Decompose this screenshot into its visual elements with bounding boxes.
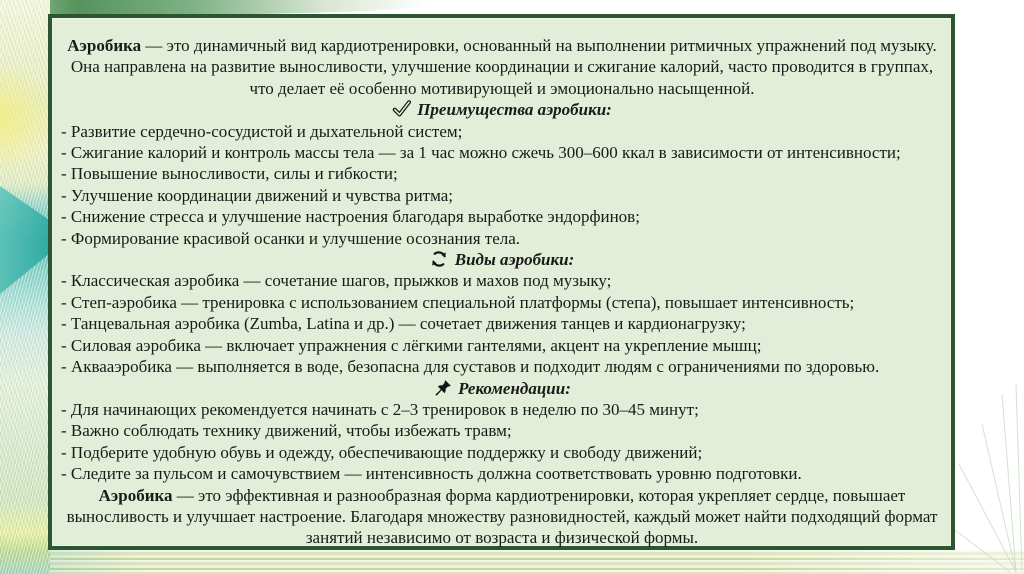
check-icon xyxy=(392,99,411,118)
list-item: - Улучшение координации движений и чувства ритма; xyxy=(61,185,454,205)
list-item: - Силовая аэробика — включает упражнения с лёгкими гантелями, акцент на укрепление мышц; xyxy=(61,335,762,355)
list-item: - Сжигание калорий и контроль массы тела — за 1 час можно сжечь 300–600 ккал в зависимости от интенсивности; xyxy=(61,143,901,163)
list-item: - Формирование красивой осанки и улучшение осознания тела. xyxy=(61,228,521,248)
intro-paragraph xyxy=(61,35,943,99)
section-heading-recommendations xyxy=(61,378,943,399)
pushpin-icon xyxy=(433,379,452,398)
list-item: - Повышение выносливости, силы и гибкости; xyxy=(61,164,398,184)
content-box xyxy=(48,14,955,550)
list-item: - Танцевальная аэробика (Zumba, Latina и др.) — сочетает движения танцев и кардионагрузку; xyxy=(61,314,746,334)
top-gradient-band xyxy=(0,0,430,15)
section-title: Рекомендации: xyxy=(458,378,571,398)
list-item: - Подберите удобную обувь и одежду, обеспечивающие поддержку и свободу движений; xyxy=(61,442,703,462)
list-item: - Степ-аэробика — тренировка с использованием специальной платформы (степа), повышает интенсивность; xyxy=(61,292,855,312)
conclusion-lead: Аэробика xyxy=(98,485,173,505)
section-title: Виды аэробики: xyxy=(454,250,575,270)
list-item: - Для начинающих рекомендуется начинать с 2–3 тренировок в неделю по 30–45 минут; xyxy=(61,399,699,419)
section-heading-advantages xyxy=(61,99,943,120)
conclusion-text: — это эффективная и разнообразная форма кардиотренировки, которая укрепляет сердце, повышает выносливость и улучшает настроение. Благодаря множеству разновидностей, каждый может найти подходящий формат занятий независимо от возраста и физической формы. xyxy=(66,485,938,548)
list-item: - Следите за пульсом и самочувствием — интенсивность должна соответствовать уровню подготовки. xyxy=(61,464,802,484)
intro-text: — это динамичный вид кардиотренировки, основанный на выполнении ритмичных упражнений под музыку. Она направлена на развитие выносливости, улучшение координации и сжигание калорий, часто проводится в группах, что делает её особенно мотивирующей и эмоционально насыщенной. xyxy=(70,36,937,98)
list-item: - Аквааэробика — выполняется в воде, безопасна для суставов и подходит людям с ограничениями по здоровью. xyxy=(61,357,880,377)
intro-lead: Аэробика xyxy=(67,36,142,55)
list-item: - Классическая аэробика — сочетание шагов, прыжков и махов под музыку; xyxy=(61,271,612,291)
list-item: - Важно соблюдать технику движений, чтобы избежать травм; xyxy=(61,421,512,441)
list-item: - Снижение стресса и улучшение настроения благодаря выработке эндорфинов; xyxy=(61,207,640,227)
left-decoration xyxy=(0,0,50,574)
list-item: - Развитие сердечно-сосудистой и дыхательной систем; xyxy=(61,121,463,141)
cycle-icon xyxy=(430,250,449,269)
conclusion-paragraph xyxy=(61,485,943,549)
bottom-stripe-band xyxy=(0,550,1024,574)
section-title: Преимущества аэробики: xyxy=(417,100,612,120)
section-heading-types xyxy=(61,249,943,270)
